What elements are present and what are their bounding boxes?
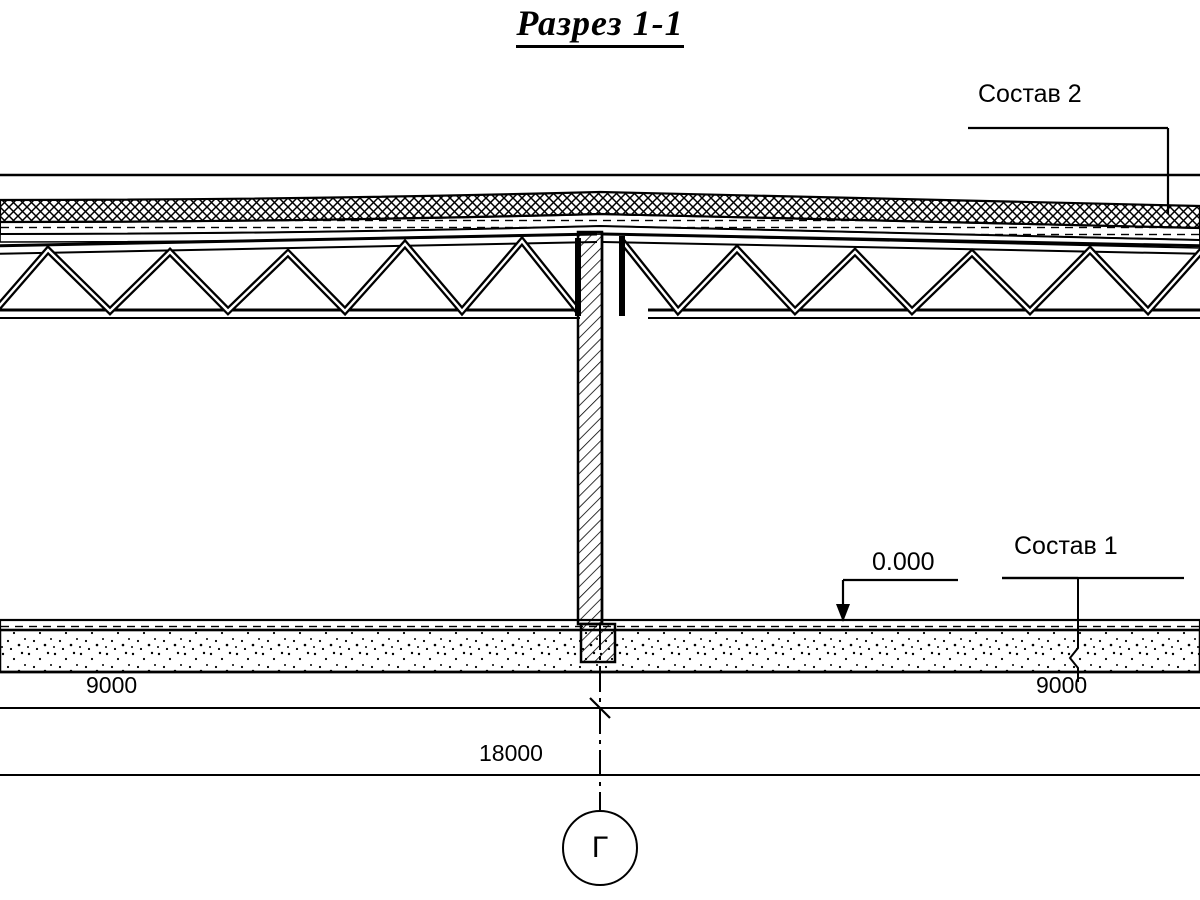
- label-floor-buildup: Состав 1: [1014, 532, 1118, 560]
- label-roof-buildup: Состав 2: [978, 80, 1082, 108]
- truss-left: [0, 234, 597, 318]
- dimension-span-left: 9000: [86, 672, 138, 698]
- label-level-mark: 0.000: [872, 548, 935, 576]
- axis-marker-g: [562, 810, 638, 886]
- dimension-span-right: 9000: [1036, 672, 1088, 698]
- dimension-total: 18000: [479, 740, 543, 766]
- axis-marker-label: Г: [591, 831, 609, 864]
- drawing-title-text: Разрез 1-1: [516, 3, 683, 48]
- column: [578, 232, 615, 662]
